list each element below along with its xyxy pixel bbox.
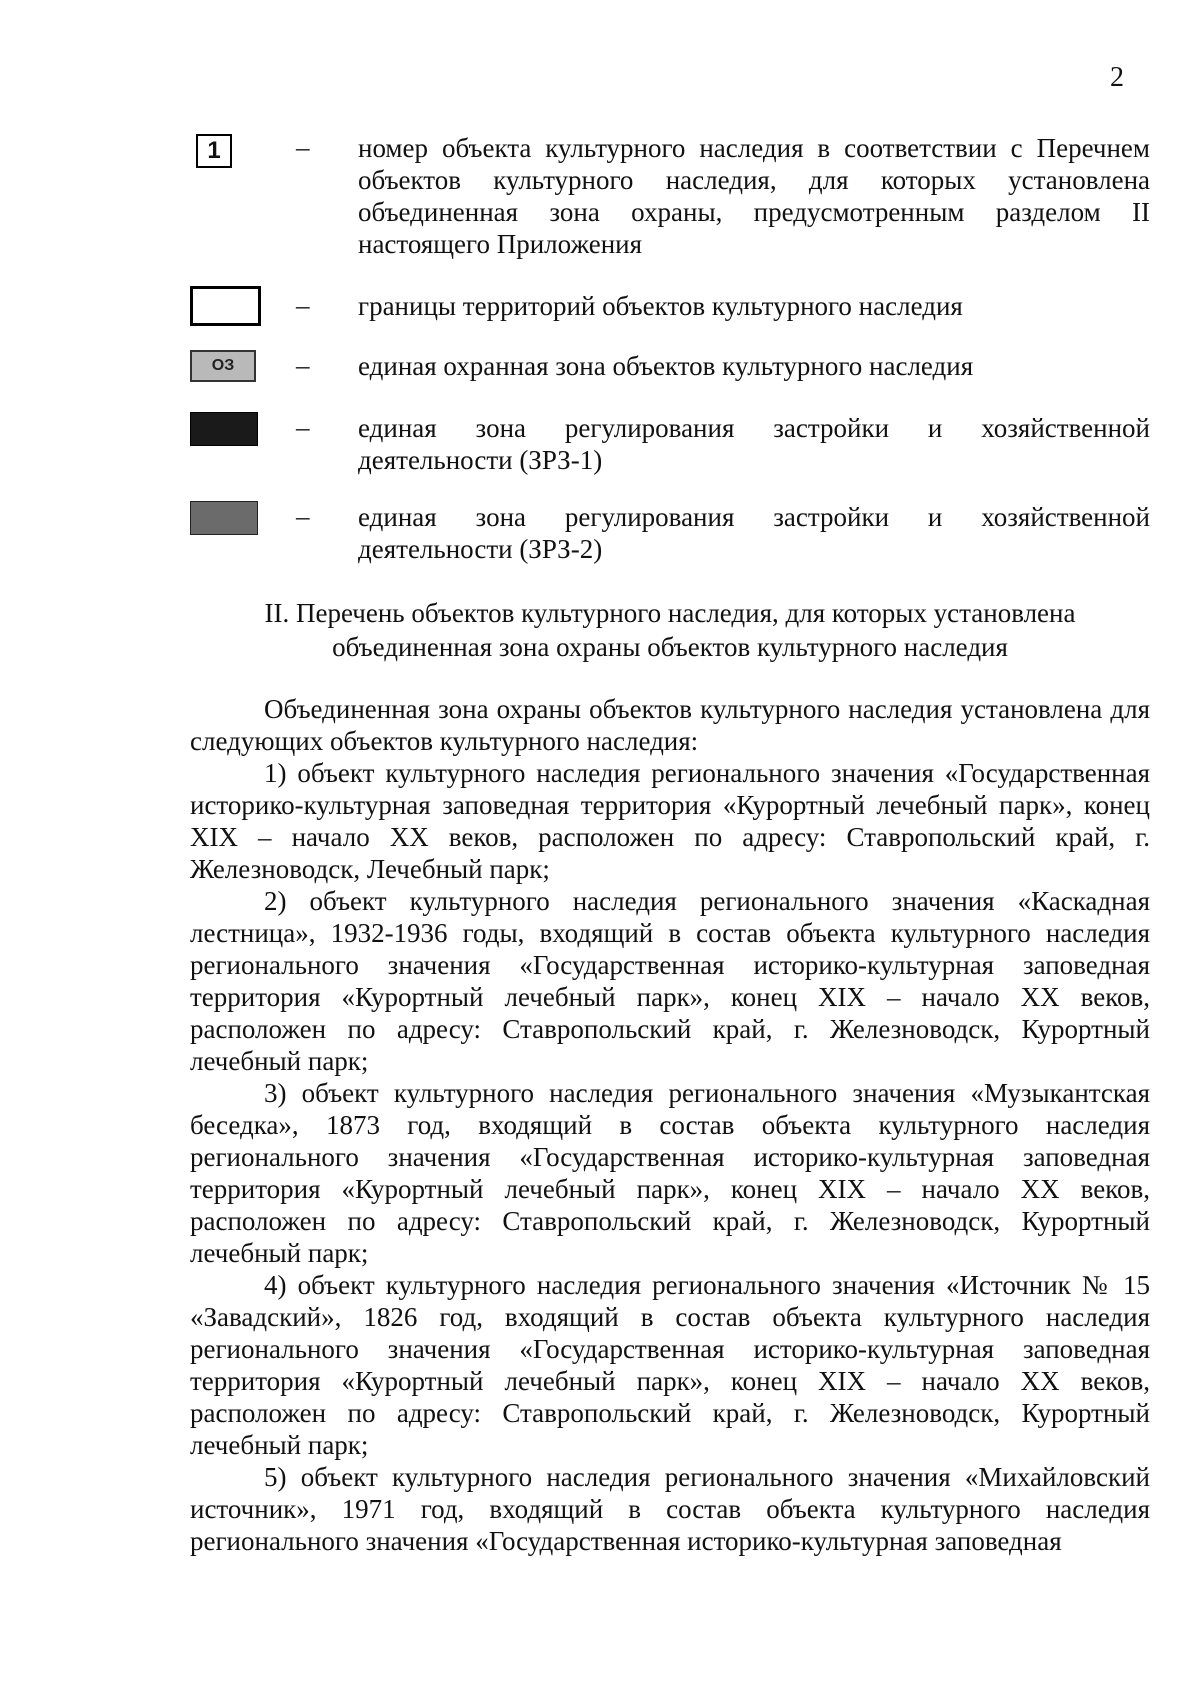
legend-dash: – [296,132,310,162]
zrz2-symbol [190,501,258,535]
legend-text: единая зона регулирования застройки и хозяйственной деятельности (ЗРЗ-1) [358,413,1150,475]
object-number-symbol: 1 [196,134,232,168]
page-number: 2 [1110,62,1124,93]
territory-border-symbol [190,286,261,326]
protection-zone-symbol: ОЗ [190,350,256,382]
list-item: 5) объект культурного наследия регионального значения «Михайловский источник», 1971 год, входящий в состав объекта культурного наследия регионального значения «Государственная историко-культурная заповедная [190,1462,1150,1556]
body-text [190,693,1150,1557]
legend-dash: – [296,350,310,380]
legend-dash: – [296,501,310,531]
legend-text: номер объекта культурного наследия в соответствии с Перечнем объектов культурного наследия, для которых установлена объединенная зона охраны, предусмотренным разделом II настоящего Приложения [358,133,1150,259]
list-item: 2) объект культурного наследия регионального значения «Каскадная лестница», 1932-1936 годы, входящий в состав объекта культурного наследия регионального значения «Государственная историко-культурная заповедная территория «Курортный лечебный парк», конец XIX – начало XX веков, расположен по адресу: Ставропольский край, г. Железноводск, Курортный лечебный парк; [190,886,1150,1076]
legend-text: границы территорий объектов культурного наследия [358,291,963,321]
list-item: 3) объект культурного наследия регионального значения «Музыкантская беседка», 1873 год, входящий в состав объекта культурного наследия регионального значения «Государственная историко-культурная заповедная территория «Курортный лечебный парк», конец XIX – начало XX веков, расположен по адресу: Ставропольский край, г. Железноводск, Курортный лечебный парк; [190,1078,1150,1268]
section-title-line: объединенная зона охраны объектов культурного наследия [332,632,1008,662]
list-item: 4) объект культурного наследия регионального значения «Источник № 15 «Завадский», 1826 год, входящий в состав объекта культурного наследия регионального значения «Государственная историко-культурная заповедная территория «Курортный лечебный парк», конец XIX – начало XX веков, расположен по адресу: Ставропольский край, г. Железноводск, Курортный лечебный парк; [190,1270,1150,1460]
legend-dash: – [296,412,310,442]
legend-dash: – [296,290,310,320]
list-item: 1) объект культурного наследия регионального значения «Государственная историко-культурная заповедная территория «Курортный лечебный парк», конец XIX – начало XX веков, расположен по адресу: Ставропольский край, г. Железноводск, Лечебный парк; [190,758,1150,884]
legend-text: единая охранная зона объектов культурного наследия [358,351,974,381]
section-title [190,596,1150,664]
section-title-line: II. Перечень объектов культурного наследия, для которых установлена [264,598,1076,628]
zrz1-symbol [190,412,258,446]
legend-text: единая зона регулирования застройки и хозяйственной деятельности (ЗРЗ-2) [358,502,1150,564]
paragraph-intro: Объединенная зона охраны объектов культурного наследия установлена для следующих объектов культурного наследия: [190,694,1150,756]
